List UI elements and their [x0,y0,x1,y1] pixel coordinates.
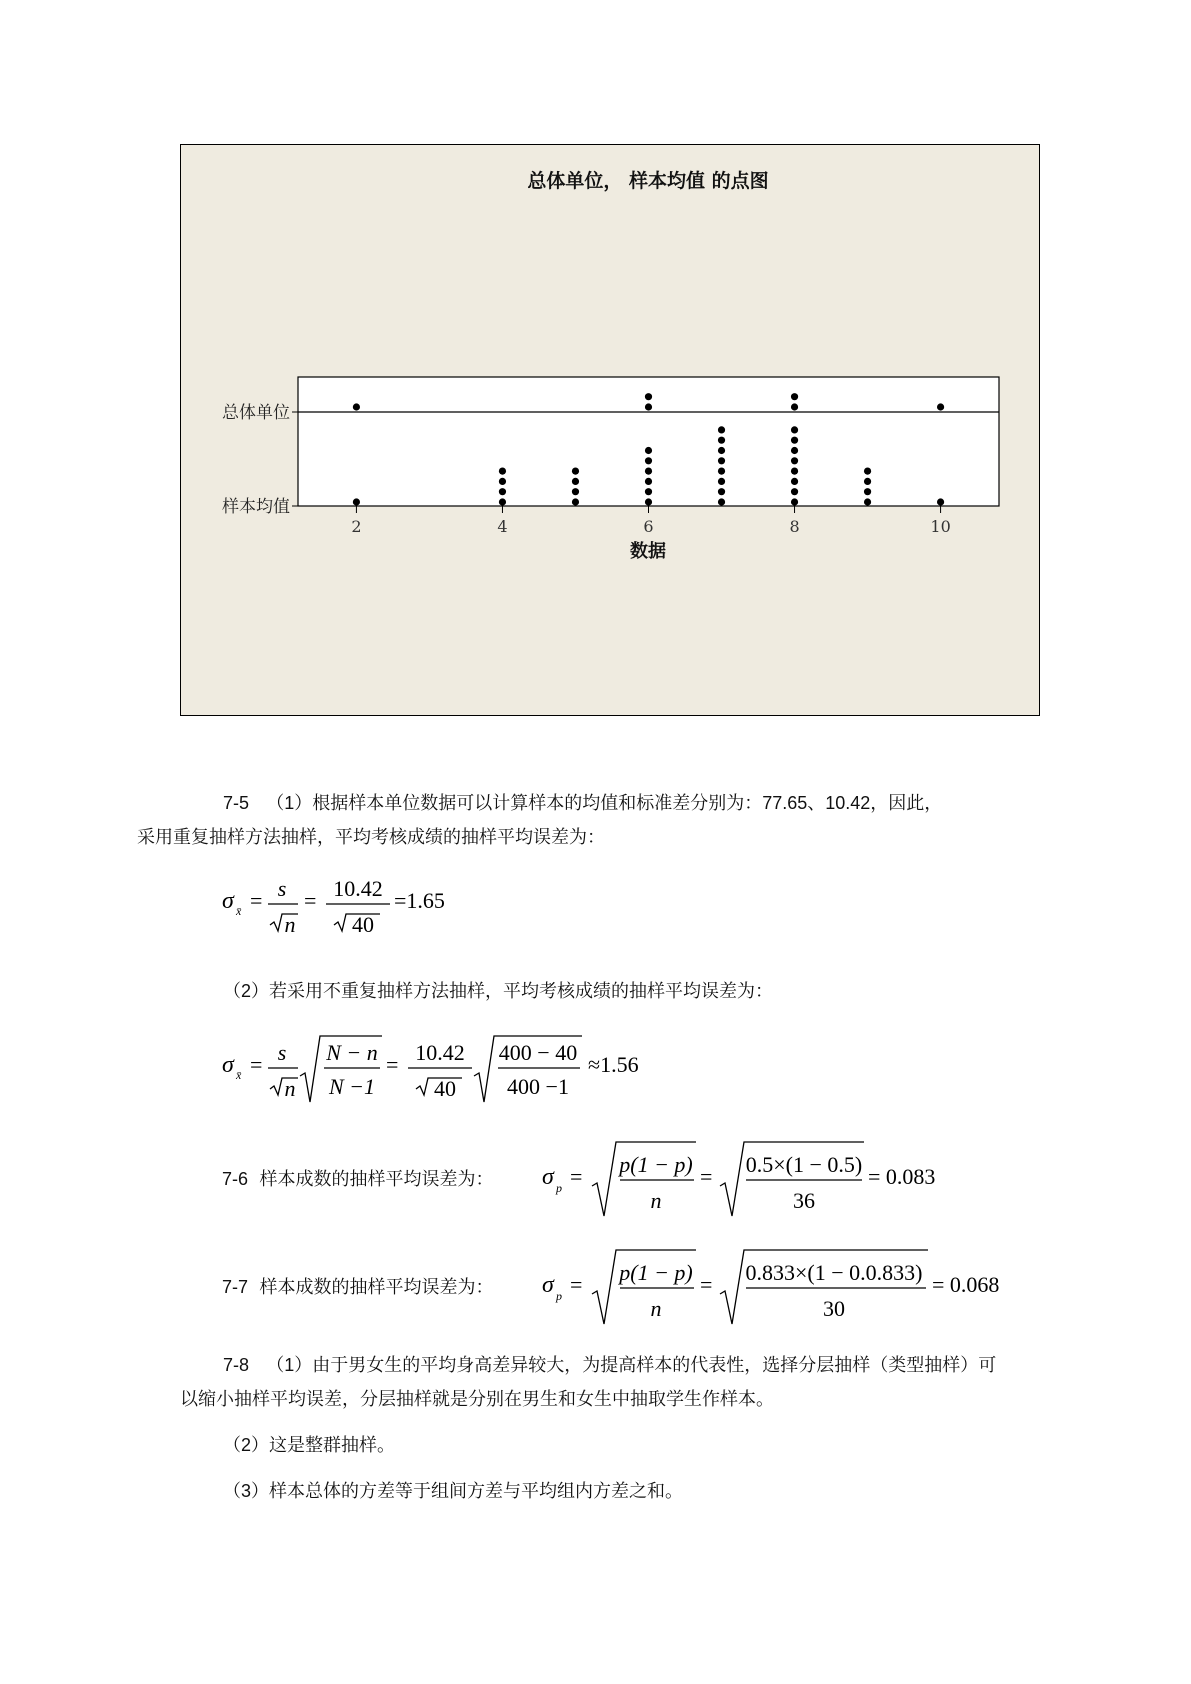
q75-paren: （ [266,793,285,814]
q78-part2-text: ）这是整群抽样。 [251,1435,396,1456]
svg-text:σ: σ [222,888,234,914]
f3-p-num: p(1 − p) [619,1152,693,1177]
q78-part3-text: ）样本总体的方差等于组间方差与平均组内方差之和。 [251,1481,684,1502]
f2-inner-den: N −1 [328,1074,376,1099]
q76-text: 样本成数的抽样平均误差为： [259,1169,494,1190]
q77-line [222,1272,493,1303]
chart-title: 总体单位， 样本均值 的点图 [527,170,769,192]
q75-part2 [223,974,1053,1009]
f4-num: 0.833×(1 − 0.0.833) [745,1260,923,1285]
x-tick-label: 4 [497,517,508,536]
f3-result: = 0.083 [868,1164,936,1189]
q75-part2-num: 2 [241,981,252,1001]
sample-mean-dot [937,498,944,505]
sample-mean-dot [572,488,579,495]
sample-mean-dot [353,498,360,505]
sample-mean-dot [645,468,652,475]
sample-mean-dot [791,468,798,475]
f1-num: 10.42 [333,876,383,901]
svg-text:x̄: x̄ [236,904,242,918]
q78-part1-num: 1 [284,1355,295,1375]
q78-part2 [223,1428,1053,1463]
q78-part3-paren: （ [223,1481,241,1502]
sample-mean-dot [791,447,798,454]
row-label-sample-mean: 样本均值 [222,497,290,517]
q78-label: 7-8 [223,1355,250,1375]
svg-text:p: p [556,1289,562,1303]
q75-part2-paren: （ [223,981,241,1002]
sample-mean-dot [572,468,579,475]
q75-paragraph [137,786,1010,855]
x-tick-label: 2 [351,517,362,536]
sample-mean-dot [718,488,725,495]
q76-line [222,1164,493,1195]
sample-mean-dot [791,478,798,485]
f4-p-den: n [650,1296,662,1321]
population-dot [645,393,652,400]
sample-mean-dot [864,478,871,485]
dot-plot-chart [180,144,1040,716]
svg-text:σ: σ [542,1272,554,1298]
q75-part2-text: ）若采用不重复抽样方法抽样，平均考核成绩的抽样平均误差为： [251,981,774,1002]
formula-repeated-sampling [220,868,480,942]
q77-label: 7-7 [222,1277,249,1297]
f3-den: 36 [793,1188,815,1213]
population-dot [645,403,652,410]
q75-part1-tail: ，因此， [870,793,943,814]
svg-text:σ: σ [222,1052,234,1078]
sample-mean-dot [718,478,725,485]
q75-part1-text: ）根据样本单位数据可以计算样本的均值和标准差分别为： [294,793,763,814]
x-tick-label: 6 [643,517,654,536]
f2-inner-num: N − n [326,1040,378,1065]
q78-paragraph [180,1348,1010,1417]
sample-mean-dot [791,426,798,433]
sample-mean-dot [791,457,798,464]
row-label-population: 总体单位 [222,403,290,423]
population-dot [353,403,360,410]
f3-num: 0.5×(1 − 0.5) [745,1152,863,1177]
x-tick-label: 10 [930,517,951,536]
q78-part2-num: 2 [241,1435,252,1455]
sample-mean-dot [791,488,798,495]
sample-mean-dot [791,437,798,444]
sample-mean-dot [499,498,506,505]
x-axis-label: 数据 [630,541,666,562]
sample-mean-dot [718,498,725,505]
f2-den: 40 [434,1076,456,1101]
f1-n: n [284,912,296,937]
sample-mean-dot [645,498,652,505]
f2-den2: 400 −1 [507,1074,569,1099]
f4-result: = 0.068 [932,1272,1000,1297]
svg-text:=: = [700,1272,713,1297]
f2-num2: 400 − 40 [498,1040,578,1065]
f4-den: 30 [823,1296,845,1321]
f2-num: 10.42 [415,1040,465,1065]
svg-text:=: = [700,1164,713,1189]
f1-result: =1.65 [394,888,445,913]
svg-text:=: = [304,888,317,913]
svg-text:=: = [250,888,263,913]
f2-s: s [277,1040,287,1065]
sample-mean-dot [791,498,798,505]
svg-text:=: = [250,1052,263,1077]
f3-p-den: n [650,1188,662,1213]
sample-mean-dot [572,498,579,505]
svg-text:=: = [570,1272,583,1297]
q75-part1-num: 1 [284,793,295,813]
formula-non-repeated-sampling [220,1030,660,1114]
svg-text:=: = [570,1164,583,1189]
f4-p-num: p(1 − p) [619,1260,693,1285]
f1-den: 40 [352,912,374,937]
q75-label: 7-5 [223,793,250,813]
sample-mean-dot [864,468,871,475]
sample-mean-dot [645,457,652,464]
q78-part2-paren: （ [223,1435,241,1456]
svg-text:p: p [556,1181,562,1195]
sample-mean-dot [864,488,871,495]
population-dot [937,403,944,410]
x-tick-label: 8 [789,517,800,536]
q76-label: 7-6 [222,1169,249,1189]
sample-mean-dot [499,488,506,495]
sample-mean-dot [718,447,725,454]
sample-mean-dot [645,478,652,485]
sample-mean-dot [499,478,506,485]
q78-part3-num: 3 [241,1481,252,1501]
q78-part1-text: ）由于男女生的平均身高差异较大，为提高样本的代表性，选择分层抽样（类型抽样）可以缩小抽样平均误差，分层抽样就是分别在男生和女生中抽取学生作样本。 [180,1355,997,1410]
f1-s: s [277,876,287,901]
sample-mean-dot [718,437,725,444]
q78-paren: （ [266,1355,285,1376]
q77-text: 样本成数的抽样平均误差为： [259,1277,494,1298]
q75-line2: 采用重复抽样方法抽样，平均考核成绩的抽样平均误差为： [137,827,605,848]
sample-mean-dot [572,478,579,485]
sample-mean-dot [718,457,725,464]
sample-mean-dot [864,498,871,505]
svg-text:x̄: x̄ [236,1068,242,1082]
population-dot [791,403,798,410]
f2-n: n [284,1076,296,1101]
svg-text:σ: σ [542,1164,554,1190]
q75-values: 77.65、10.42 [762,793,871,813]
formula-proportion-1 [538,1138,958,1224]
sample-mean-dot [718,468,725,475]
f2-result: ≈1.56 [588,1052,639,1077]
sample-mean-dot [645,488,652,495]
population-dot [791,393,798,400]
sample-mean-dot [645,447,652,454]
svg-text:=: = [386,1052,399,1077]
q78-part3 [223,1474,1053,1509]
sample-mean-dot [499,468,506,475]
formula-proportion-2 [538,1246,1018,1332]
sample-mean-dot [718,426,725,433]
